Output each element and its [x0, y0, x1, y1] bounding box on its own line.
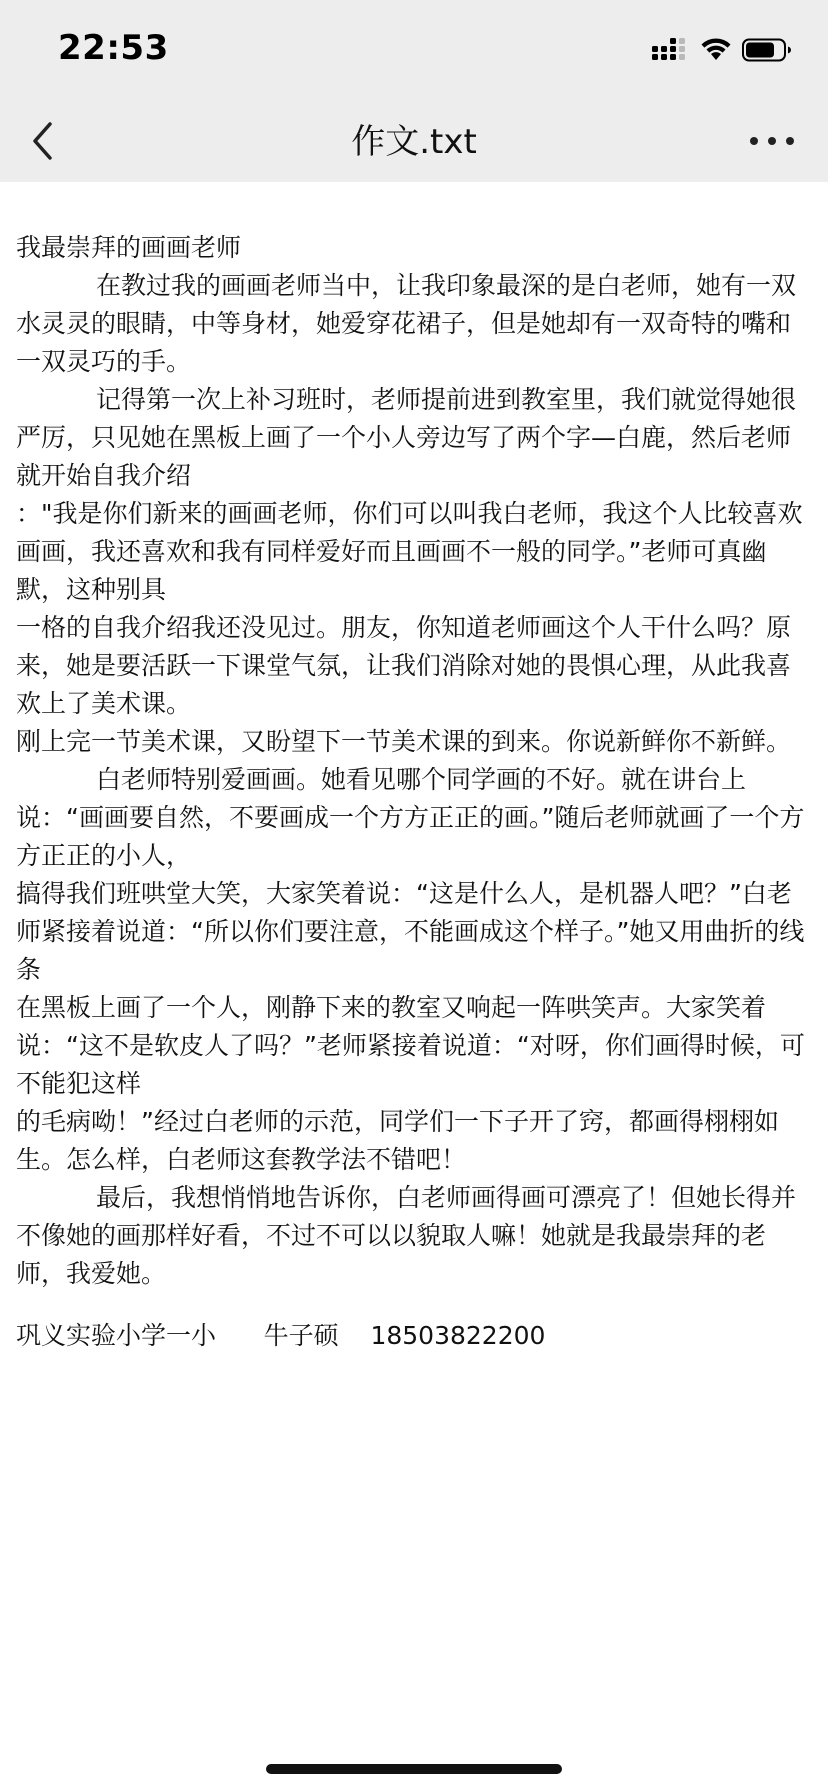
status-time: 22:53 [58, 28, 169, 68]
document-title: 我最崇拜的画画老师 [16, 233, 242, 262]
home-indicator [266, 1764, 562, 1774]
paragraph: 的毛病呦！”经过白老师的示范，同学们一下子开了窍，都画得栩栩如生。怎么样，白老师这套教学法不错吧！ [16, 1107, 779, 1174]
document-footer: 巩义实验小学一小 牛子硕 18503822200 [16, 1321, 546, 1350]
paragraph: 最后，我想悄悄地告诉你，白老师画得画可漂亮了！但她长得并不像她的画那样好看，不过不可以以貌取人嘛！她就是我最崇拜的老师，我爱她。 [16, 1183, 797, 1288]
paragraph: ："我是你们新来的画画老师，你们可以叫我白老师，我这个人比较喜欢画画，我还喜欢和我有同样爱好而且画画不一般的同学。”老师可真幽默，这种别具 [16, 499, 803, 604]
document-body [16, 229, 812, 1355]
paragraph: 记得第一次上补习班时，老师提前进到教室里，我们就觉得她很严厉，只见她在黑板上画了一个小人旁边写了两个字—白鹿，然后老师就开始自我介绍 [16, 385, 797, 490]
more-options-button[interactable] [746, 126, 798, 156]
paragraph: 在教过我的画画老师当中，让我印象最深的是白老师，她有一双水灵灵的眼睛，中等身材，她爱穿花裙子，但是她却有一双奇特的嘴和一双灵巧的手。 [16, 271, 797, 376]
cellular-signal-icon [652, 38, 688, 62]
paragraph: 在黑板上画了一个人，刚静下来的教室又响起一阵哄笑声。大家笑着说：“这不是软皮人了吗？”老师紧接着说道：“对呀，你们画得时候，可不能犯这样 [16, 993, 805, 1098]
wifi-icon [700, 36, 732, 62]
page-title: 作文.txt [351, 122, 477, 162]
top-bar [0, 0, 828, 182]
paragraph: 一格的自我介绍我还没见过。朋友，你知道老师画这个人干什么吗？原来，她是要活跃一下课堂气氛，让我们消除对她的畏惧心理，从此我喜欢上了美术课。 [16, 613, 792, 718]
paragraph: 搞得我们班哄堂大笑，大家笑着说：“这是什么人，是机器人吧？”白老师紧接着说道：“所以你们要注意，不能画成这个样子。”她又用曲折的线条 [16, 879, 805, 984]
paragraph: 白老师特别爱画画。她看见哪个同学画的不好。就在讲台上说：“画画要自然，不要画成一个方方正正的画。”随后老师就画了一个方方正正的小人， [16, 765, 805, 870]
paragraph: 刚上完一节美术课，又盼望下一节美术课的到来。你说新鲜你不新鲜。 [16, 727, 792, 756]
battery-icon [742, 38, 792, 62]
